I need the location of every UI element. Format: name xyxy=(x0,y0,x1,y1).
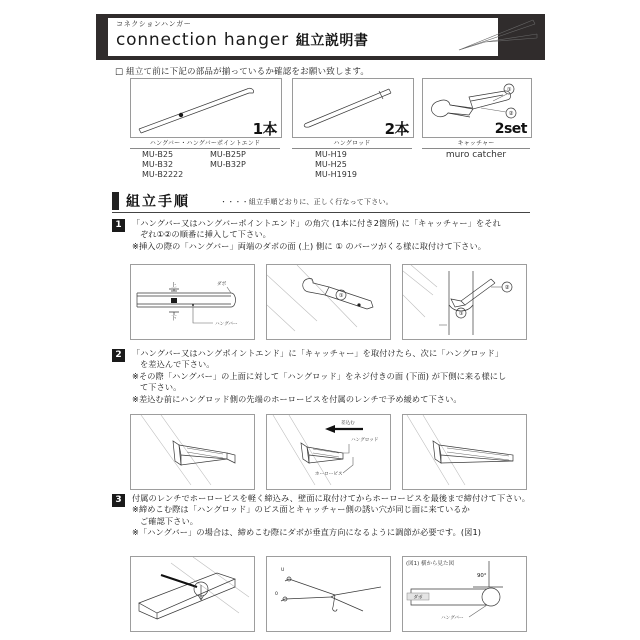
part-models-hang-bar-col1: MU-B25 MU-B32 MU-B2222 xyxy=(142,150,184,179)
svg-text:①: ① xyxy=(506,87,512,93)
svg-text:②: ② xyxy=(504,285,510,291)
step-3-text: 付属のレンチでホーロービスを軽く締込み、壁面に取付けてからホーロービスを最後まで締付けて下さい。 ※締めこむ際は「ハングロッド」のビス面とキャッチャー側の誘い穴が同じ面に来ているか ご確認下さい。 ※「ハングバー」の場合は、締めこむ際にダボが垂直方向になるように調節が必要です。(図1) xyxy=(132,493,531,538)
step3-fig3 xyxy=(402,556,527,632)
step-1-number: 1 xyxy=(112,219,125,232)
part-label-hang-bar: ハングバー・ハングバーポイントエンド xyxy=(130,138,280,149)
parts-list xyxy=(130,78,530,179)
svg-text:ダボ: ダボ xyxy=(413,595,423,601)
part-box-hang-bar xyxy=(130,78,282,138)
svg-text:ダボ: ダボ xyxy=(217,282,227,287)
step-1-figures xyxy=(130,264,527,340)
step2-fig3 xyxy=(402,414,527,490)
section-subtitle: ・・・・組立手順どおりに、正しく行なって下さい。 xyxy=(220,198,393,206)
svg-text:①: ① xyxy=(458,311,464,317)
part-box-hang-rod xyxy=(292,78,414,138)
part-qty-hang-rod: 2本 xyxy=(384,120,409,138)
confirm-note: □ 組立て前に下記の部品が揃っているか確認をお願い致します。 xyxy=(115,67,370,77)
svg-text:90°: 90° xyxy=(477,573,487,579)
step1-fig1 xyxy=(130,264,255,340)
part-box-catcher xyxy=(422,78,532,138)
section-tick-mark xyxy=(112,192,119,210)
step2-fig1 xyxy=(130,414,255,490)
part-label-catcher: キャッチャー xyxy=(422,138,530,149)
svg-text:0: 0 xyxy=(275,592,278,597)
header-title-jp: 組立説明書 xyxy=(295,33,369,49)
step1-fig3 xyxy=(402,264,527,340)
step2-fig2 xyxy=(266,414,391,490)
step-1-text: 「ハングバー又はハングバーポイントエンド」の角穴 (1本に付き2箇所) に「キャッチャー」をそれ ぞれ①②の順番に挿入して下さい。 ※挿入の際の「ハングバー」両端のダボの面 (上) 側に ① のパーツがくる様に取付けて下さい。 xyxy=(132,218,501,251)
step3-fig2 xyxy=(266,556,391,632)
svg-text:②: ② xyxy=(508,111,514,117)
header-kana: コネクションハンガー xyxy=(116,20,192,28)
header-title-block xyxy=(108,18,498,56)
part-models-hang-bar-col2: MU-B25P MU-B32P xyxy=(210,150,246,169)
part-label-hang-rod: ハングロッド xyxy=(292,138,412,149)
step-3-figures xyxy=(130,556,527,632)
svg-text:ハングバー: ハングバー xyxy=(215,322,238,327)
part-qty-hang-bar: 1本 xyxy=(252,120,277,138)
step3-fig1 xyxy=(130,556,255,632)
svg-text:差込む: 差込む xyxy=(341,421,355,426)
svg-text:ホーロービス: ホーロービス xyxy=(315,472,343,477)
section-header xyxy=(112,192,530,212)
page-header-bar xyxy=(96,14,545,60)
svg-text:①: ① xyxy=(338,293,344,299)
step1-fig2 xyxy=(266,264,391,340)
section-divider xyxy=(112,212,530,213)
part-qty-catcher: 2set xyxy=(494,121,527,137)
header-title-en: connection hanger xyxy=(116,30,289,50)
svg-text:下: 下 xyxy=(171,316,177,322)
step-2-figures xyxy=(130,414,527,490)
part-models-hang-rod: MU-H19 MU-H25 MU-H1919 xyxy=(315,150,358,179)
step-3-number: 3 xyxy=(112,494,125,507)
step-2-text: 「ハングバー又はハングポイントエンド」に「キャッチャー」を取付けたら、次に「ハングロッド」 を差込んで下さい。 ※その際「ハングバー」の上面に対して「ハングロッド」をネジ付きの面 (下面) が下側に来る様にし て下さい。 ※差込む前にハングロッド側の先端のホーロービスを付属のレンチで予め緩めて下さい。 xyxy=(132,348,507,404)
step3-fig3-caption: (図1) 横から見た図 xyxy=(406,561,455,567)
step-2-number: 2 xyxy=(112,349,125,362)
svg-text:上: 上 xyxy=(171,283,177,289)
part-models-catcher: muro catcher xyxy=(445,150,507,160)
svg-text:ハングバー: ハングバー xyxy=(441,616,464,621)
svg-text:U: U xyxy=(281,568,285,573)
svg-text:ハングロッド: ハングロッド xyxy=(351,438,379,443)
hanger-bar-line-art-icon xyxy=(455,16,541,56)
section-title: 組立手順 xyxy=(126,194,190,210)
